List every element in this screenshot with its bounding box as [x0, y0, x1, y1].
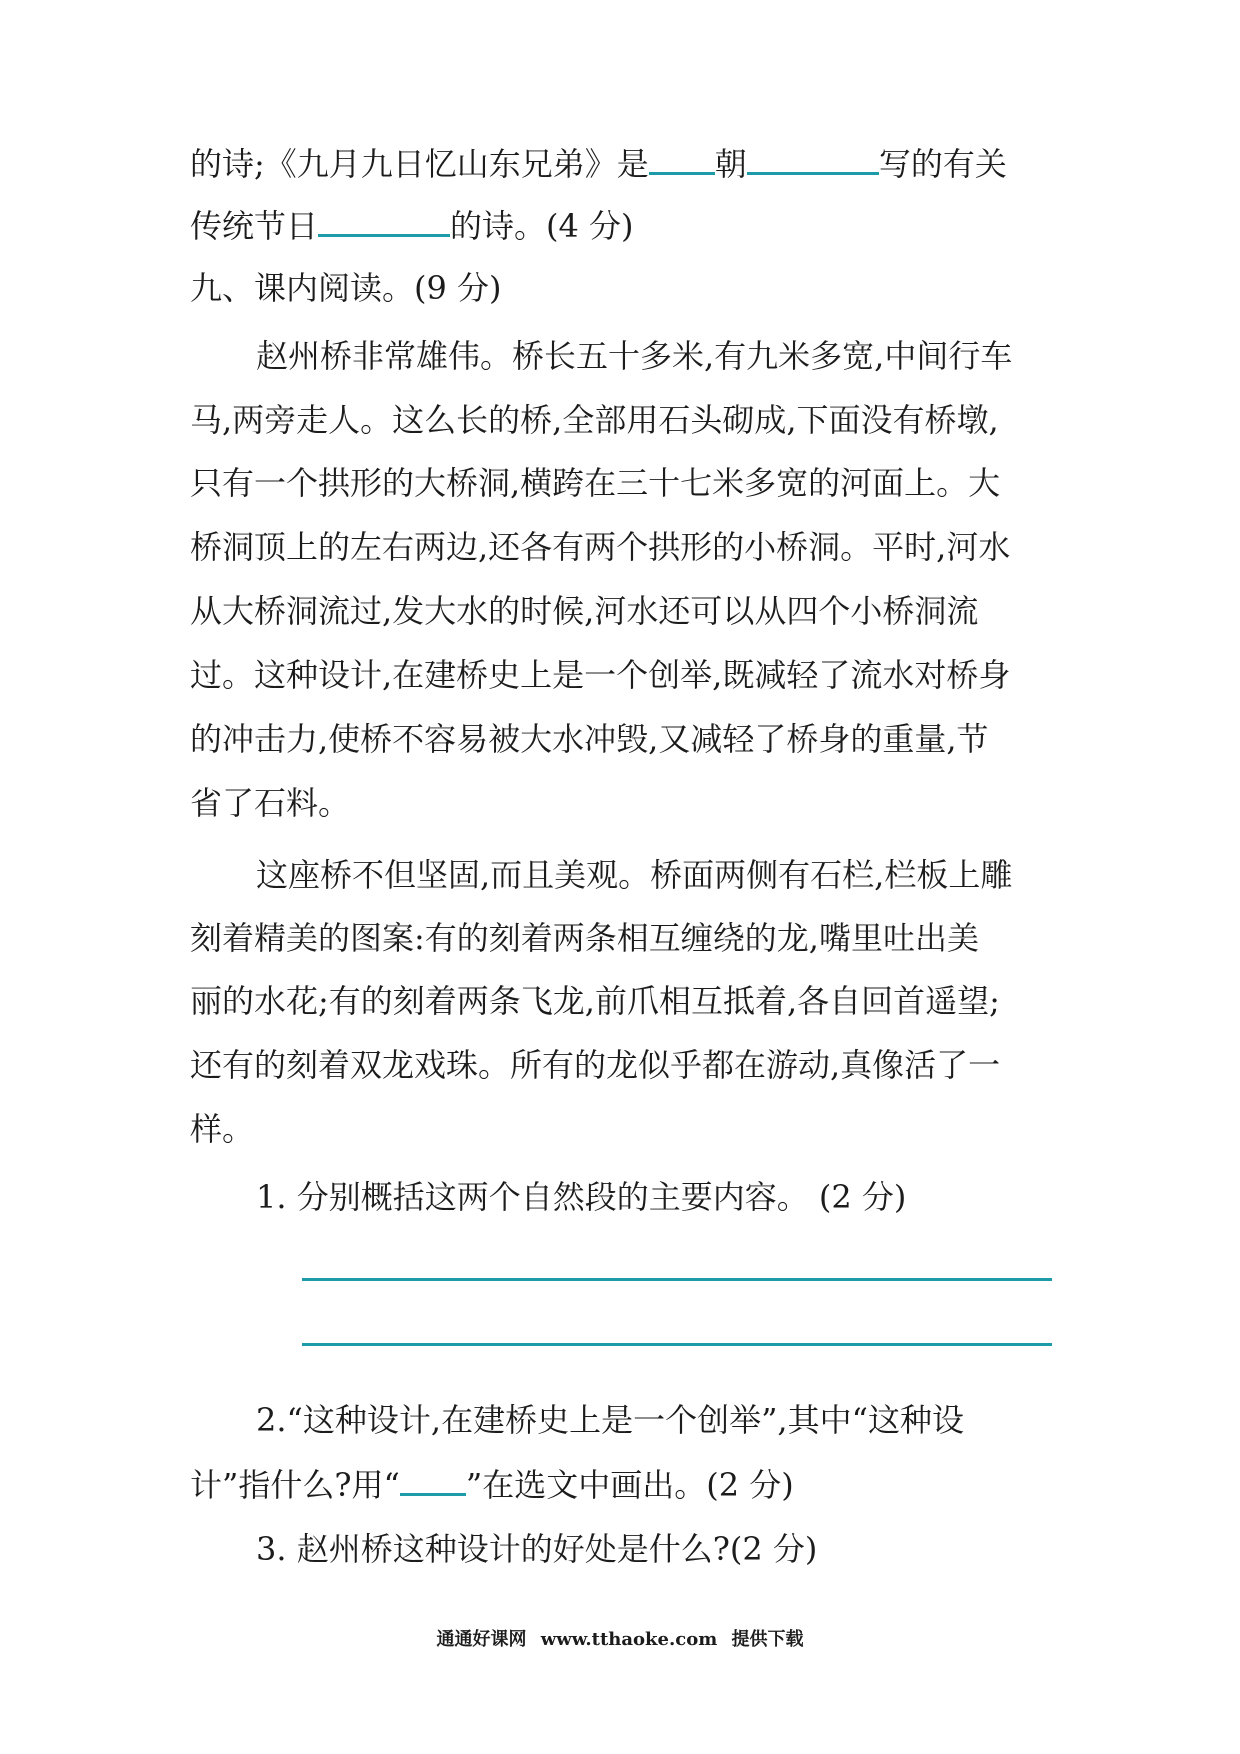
passage-p2-line: 刻着精美的图案:有的刻着两条相互缠绕的龙,嘴里吐出美	[190, 919, 979, 957]
prev-text-1c: 写的有关	[878, 145, 1007, 183]
answer-blank-author[interactable]	[747, 146, 879, 175]
answer-blank-festival[interactable]	[318, 208, 450, 237]
footer-site-name: 通通好课网	[436, 1629, 527, 1650]
page-footer	[0, 1625, 1240, 1651]
underline-sample	[400, 1467, 466, 1496]
passage-p1-line: 省了石料。	[190, 784, 351, 822]
passage-p1-line: 从大桥洞流过,发大水的时候,河水还可以从四个小桥洞流	[190, 592, 979, 630]
prev-question-line-1	[190, 144, 1090, 184]
passage-p2-line: 这座桥不但坚固,而且美观。桥面两侧有石栏,栏板上雕	[256, 856, 1013, 894]
answer-line-1[interactable]	[302, 1278, 1052, 1281]
question-2-line-2	[190, 1465, 1090, 1505]
footer-url[interactable]: www.tthaoke.com	[540, 1629, 718, 1650]
passage-p2-line: 还有的刻着双龙戏珠。所有的龙似乎都在游动,真像活了一	[190, 1046, 1001, 1084]
prev-text-1b: 朝	[714, 145, 747, 183]
prev-text-1a: 的诗;《九月九日忆山东兄弟》是	[190, 145, 649, 183]
footer-note: 提供下载	[731, 1629, 804, 1650]
answer-line-2[interactable]	[302, 1343, 1052, 1346]
passage-p2-line: 样。	[190, 1110, 255, 1148]
passage-p2-line: 丽的水花;有的刻着两条飞龙,前爪相互抵着,各自回首遥望;	[190, 982, 1000, 1020]
prev-text-2b: 的诗。(4 分)	[450, 207, 634, 245]
passage-p1-line: 桥洞顶上的左右两边,还各有两个拱形的小桥洞。平时,河水	[190, 528, 1011, 566]
passage-p1-line: 只有一个拱形的大桥洞,横跨在三十七米多宽的河面上。大	[190, 464, 1001, 502]
question-3: 3. 赵州桥这种设计的好处是什么?(2 分)	[256, 1530, 818, 1568]
question-2-line-1: 2.“这种设计,在建桥史上是一个创举”,其中“这种设	[256, 1401, 964, 1439]
passage-p1-line: 马,两旁走人。这么长的桥,全部用石头砌成,下面没有桥墩,	[190, 401, 999, 439]
passage-p1-line: 的冲击力,使桥不容易被大水冲毁,又减轻了桥身的重量,节	[190, 720, 989, 758]
prev-question-line-2	[190, 206, 1090, 246]
section-title: 九、课内阅读。(9 分)	[190, 269, 502, 307]
prev-text-2a: 传统节日	[190, 207, 319, 245]
question-2-text-pre: 计”指什么?用“	[190, 1466, 400, 1504]
question-2-text-post: ”在选文中画出。(2 分)	[465, 1466, 794, 1504]
question-1: 1. 分别概括这两个自然段的主要内容。 (2 分)	[256, 1178, 907, 1216]
answer-blank-dynasty[interactable]	[649, 146, 715, 175]
passage-p1-line: 赵州桥非常雄伟。桥长五十多米,有九米多宽,中间行车	[256, 337, 1013, 375]
passage-p1-line: 过。这种设计,在建桥史上是一个创举,既减轻了流水对桥身	[190, 656, 1011, 694]
